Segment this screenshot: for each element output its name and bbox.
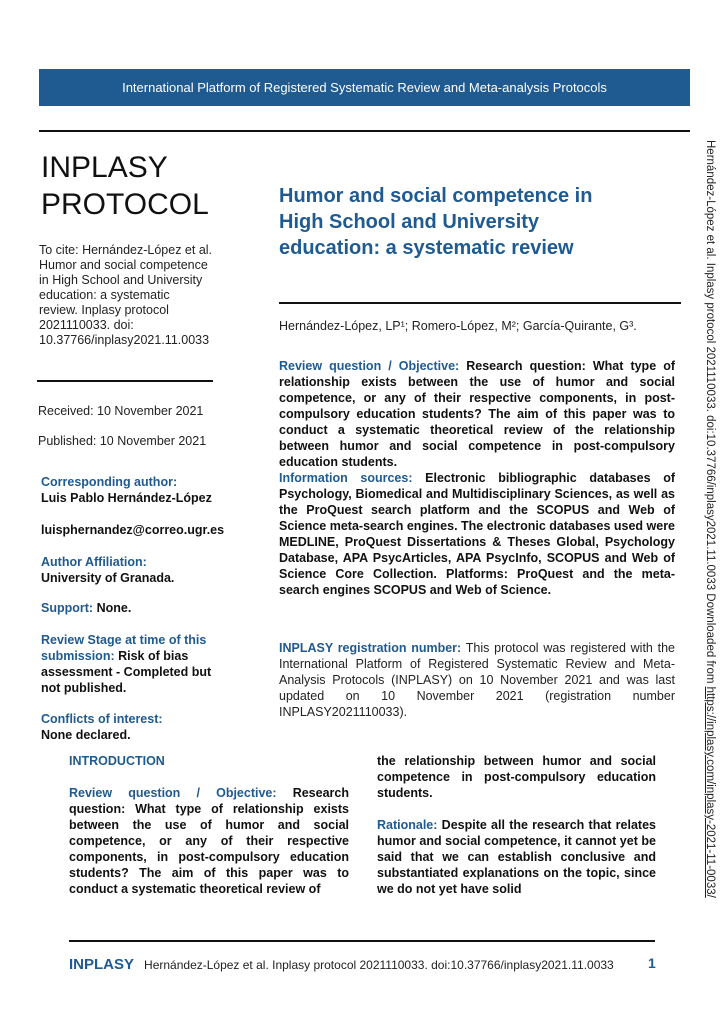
protocol-line-2: PROTOCOL	[41, 188, 209, 221]
title-rule	[279, 302, 681, 304]
page-number: 1	[648, 955, 656, 971]
authors: Hernández-López, LP¹; Romero-López, M²; García-Quirante, G³.	[279, 319, 637, 333]
review-stage-value-2: assessment - Completed but	[41, 665, 212, 679]
title-line: Humor and social competence in	[279, 185, 593, 207]
download-link[interactable]: https://inplasy.com/inplasy-2021-11-0033/	[704, 686, 716, 898]
registration-text: This protocol was registered with the International Platform of Registered Systematic Review and Meta-Analysis Protocols (INPLASY) on 10 November 2021 and was last updated on 10 November 2021 (registration number INPLASY2021110033).	[279, 641, 675, 719]
corresponding-email[interactable]: luisphernandez@correo.ugr.es	[41, 523, 225, 537]
cite-line: in High School and University	[39, 273, 203, 287]
sources-label: Information sources:	[279, 471, 413, 485]
received-date: Received: 10 November 2021	[38, 404, 204, 418]
citation-block	[39, 243, 239, 348]
objective-label: Review question / Objective:	[279, 359, 460, 373]
cite-line: review. Inplasy protocol	[39, 303, 169, 317]
published-date: Published: 10 November 2021	[38, 434, 207, 448]
conflicts-label: Conflicts of interest:	[41, 712, 163, 726]
review-stage-value-3: not published.	[41, 681, 127, 695]
header-rule-left	[39, 130, 690, 132]
intro-column	[69, 753, 349, 897]
objective-text: Research question: What type of relationship exists between the use of humor and social competence, or any of their respective components, in post-compulsory education students? The aim of this paper was to conduct a systematic theoretical review of the relationship between humor and social competence in post-compulsory education students.	[279, 359, 675, 469]
page-footer	[69, 956, 659, 973]
cite-line: 10.37766/inplasy2021.11.0033	[39, 333, 210, 347]
objective-paragraph	[279, 358, 675, 470]
corresponding-label: Corresponding author:	[41, 475, 178, 489]
second-column	[377, 753, 656, 897]
intro-heading: INTRODUCTION	[69, 754, 165, 768]
sources-text: Electronic bibliographic databases of Psychology, Biomedical and Multidisciplinary Sciences, as well as the ProQuest search platform and the SCOPUS and Web of Science meta-search engines. The electronic databases used were MEDLINE, ProQuest Dissertations & Theses Global, Psychology Database, APA PsycArticles, APA PsycInfo, SCOPUS and Web of Science Core Collection. Platforms: ProQuest and the meta-search engines SCOPUS and Web of Science.	[279, 471, 676, 597]
conflicts-value: None declared.	[41, 728, 131, 742]
vertical-download-note	[700, 140, 720, 960]
title-line: education: a systematic review	[279, 237, 574, 259]
protocol-label	[41, 149, 209, 223]
intro-text: Research question: What type of relationship exists between the use of humor and social competence, or any of their respective components, in post-compulsory education students? The aim of this paper was to conduct a systematic theoretical review of	[69, 786, 349, 896]
review-stage-value: Risk of bias	[118, 649, 189, 663]
cite-line: Humor and social competence	[39, 258, 208, 272]
registration-label: INPLASY registration number:	[279, 641, 462, 655]
review-stage-label: Review Stage at time of this	[41, 633, 207, 647]
review-stage-line	[41, 649, 188, 664]
rationale-paragraph	[377, 817, 656, 897]
affiliation-label: Author Affiliation:	[41, 555, 147, 569]
footer-brand: INPLASY	[69, 956, 135, 973]
support-label: Support:	[41, 601, 94, 615]
left-rule	[37, 380, 213, 382]
title-line: High School and University	[279, 211, 540, 233]
affiliation-value: University of Granada.	[41, 571, 175, 585]
support-line	[41, 601, 131, 616]
col2-text: the relationship between humor and social competence in post-compulsory education students.	[377, 754, 656, 800]
cite-line: To cite: Hernández-López et al.	[39, 243, 213, 257]
intro-label: Review question / Objective:	[69, 786, 277, 800]
support-value: None.	[96, 601, 132, 615]
review-stage-label-2: submission:	[41, 649, 115, 663]
cite-line: 2021110033. doi:	[39, 318, 134, 332]
registration-paragraph	[279, 640, 675, 720]
sources-paragraph	[279, 470, 675, 598]
paper-title	[279, 183, 659, 261]
protocol-line-1: INPLASY	[41, 151, 168, 184]
footer-rule	[69, 940, 655, 942]
download-note-text: Hernández-López et al. Inplasy protocol 2021110033. doi:10.37766/inplasy2021.11.0033 Downloaded from	[704, 140, 716, 687]
cite-line: education: a systematic	[39, 288, 170, 302]
footer-citation: Hernández-López et al. Inplasy protocol 2021110033. doi:10.37766/inplasy2021.11.0033	[144, 958, 614, 972]
rationale-label: Rationale:	[377, 818, 438, 832]
rationale-text: Despite all the research that relates humor and social competence, it cannot yet be said that we can establish conclusive and substantiated explanations on the topic, since we do not yet have solid	[377, 818, 656, 896]
header-banner: International Platform of Registered Systematic Review and Meta-analysis Protocols	[39, 69, 690, 106]
intro-paragraph	[69, 785, 349, 897]
corresponding-name: Luis Pablo Hernández-López	[41, 491, 212, 505]
